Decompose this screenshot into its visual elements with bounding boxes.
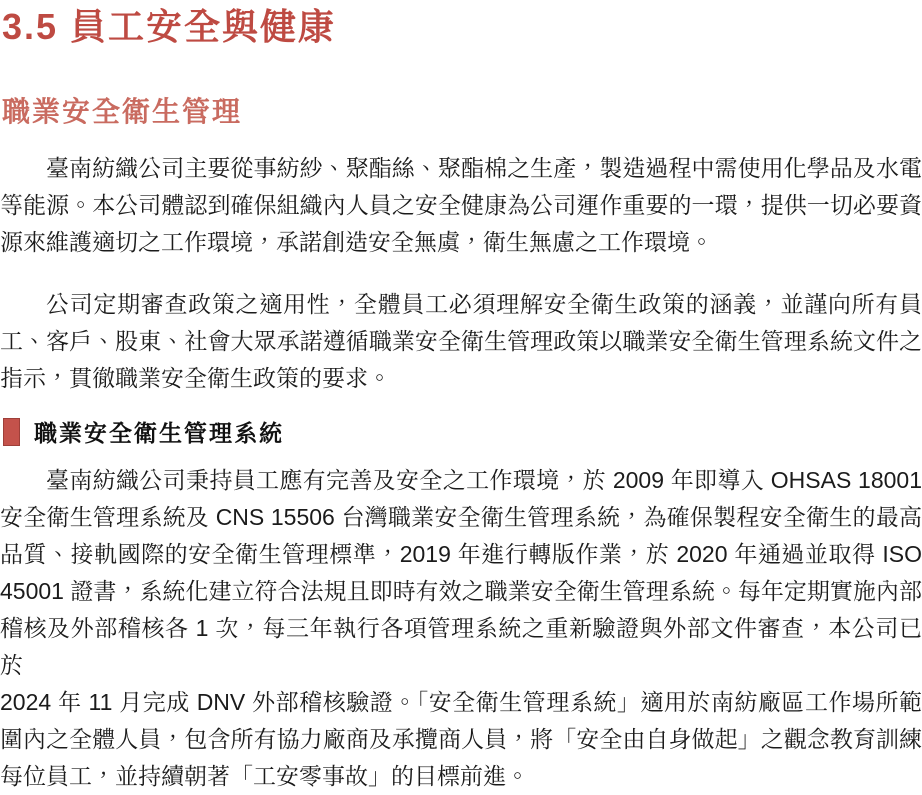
text-line: 稽核及外部稽核各 1 次，每三年執行各項管理系統之重新驗證與外部文件審查，本公司已於 [0, 615, 922, 678]
text-line: 等能源。本公司體認到確保組織內人員之安全健康為公司運作重要的一環，提供一切必要資 [0, 192, 922, 218]
subsection-heading [0, 413, 922, 450]
paragraph-ohs-management-system [0, 462, 922, 795]
page-title: 3.5 員工安全與健康 [2, 6, 337, 47]
text-line: 圍內之全體人員，包含所有協力廠商及承攬商人員，將「安全由自身做起」之觀念教育訓練 [0, 726, 922, 752]
text-line: 指示，貫徹職業安全衛生政策的要求。 [0, 365, 391, 391]
paragraph-intro [0, 150, 922, 261]
section-title: 職業安全衛生管理 [2, 96, 243, 127]
text-line: 品質、接軌國際的安全衛生管理標準，2019 年進行轉版作業，於 2020 年通過並取得 ISO [0, 541, 922, 567]
text-line: 45001 證書，系統化建立符合法規且即時有效之職業安全衛生管理系統。每年定期實施內部 [0, 578, 922, 604]
text-line: 臺南紡織公司秉持員工應有完善及安全之工作環境，於 2009 年即導入 OHSAS 18001 [46, 467, 922, 493]
text-line: 工、客戶、股東、社會大眾承諾遵循職業安全衛生管理政策以職業安全衛生管理系統文件之 [0, 328, 922, 354]
subsection-heading-text: 職業安全衛生管理系統 [34, 420, 284, 446]
text-line: 安全衛生管理系統及 CNS 15506 台灣職業安全衛生管理系統，為確保製程安全衛生的最高 [0, 504, 922, 530]
paragraph-policy-commitment [0, 286, 922, 397]
text-line: 2024 年 11 月完成 DNV 外部稽核驗證。「安全衛生管理系統」適用於南紡廠區工作場所範 [0, 689, 922, 715]
text-line: 源來維護適切之工作環境，承諾創造安全無虞，衛生無慮之工作環境。 [0, 229, 713, 255]
red-square-bullet-icon [3, 418, 20, 446]
text-line: 公司定期審查政策之適用性，全體員工必須理解安全衛生政策的涵義，並謹向所有員 [46, 291, 922, 317]
text-line: 每位員工，並持續朝著「工安零事故」的目標前進。 [0, 763, 529, 789]
text-line: 臺南紡織公司主要從事紡紗、聚酯絲、聚酯棉之生產，製造過程中需使用化學品及水電 [46, 155, 922, 181]
